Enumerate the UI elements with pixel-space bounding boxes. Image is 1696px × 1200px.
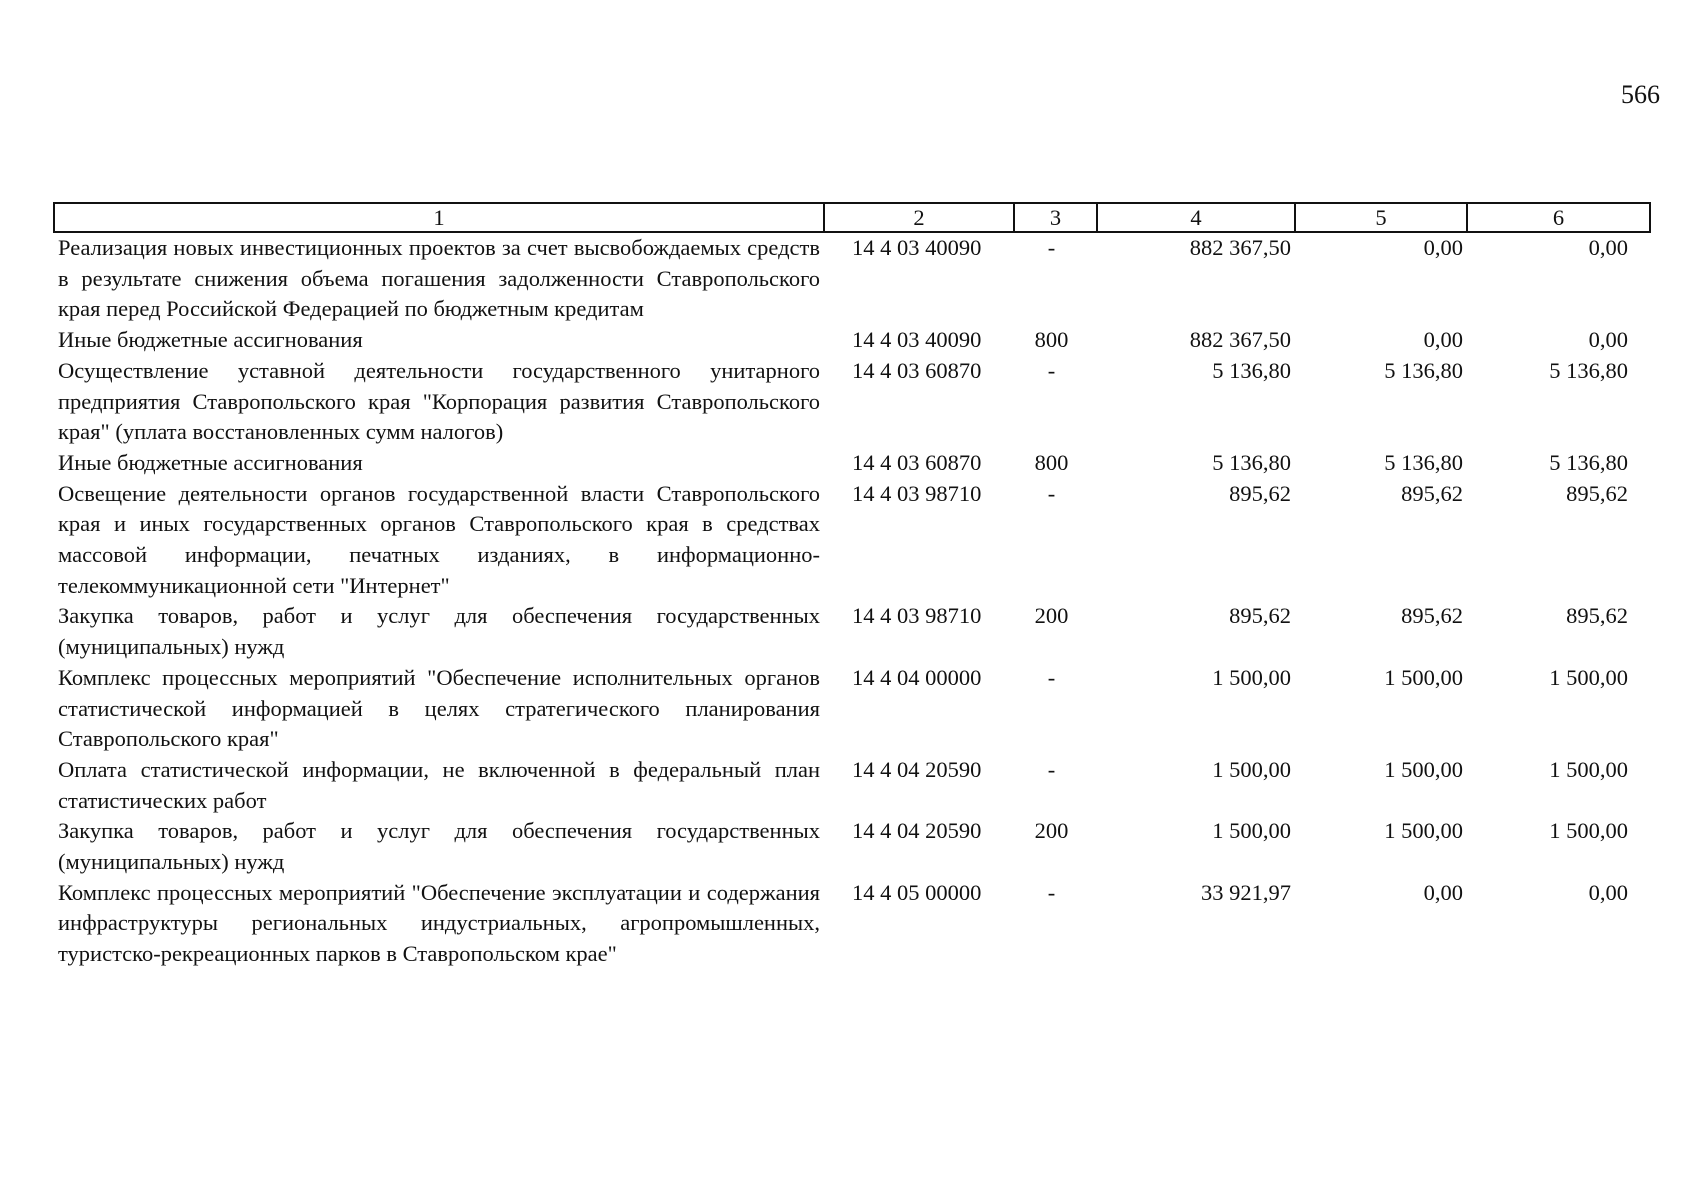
row-value-4: 882 367,50 [1189,235,1291,260]
row-name: Закупка товаров, работ и услуг для обеспечения государственных (муниципальных) нужд [58,603,820,660]
row-value-6: 5 136,80 [1549,449,1628,475]
row-code: 14 4 05 00000 [852,879,982,905]
row-value-4: 5 136,80 [1212,357,1291,383]
row-type: 800 [1034,449,1069,475]
header-row [54,203,1650,232]
column-header-2: 2 [824,203,1014,232]
row-value-4: 33 921,97 [1201,879,1291,905]
table-row [54,878,1650,970]
row-value-5: 0,00 [1423,327,1463,353]
row-value-4: 895,62 [1229,480,1291,506]
row-value-6: 0,00 [1588,327,1628,353]
row-name: Иные бюджетные ассигнования [58,327,363,353]
row-value-6: 895,62 [1566,603,1628,629]
row-value-6: 1 500,00 [1549,664,1628,690]
row-value-4: 895,62 [1229,603,1291,629]
row-type: 200 [1034,603,1069,629]
row-value-5: 895,62 [1401,603,1463,629]
row-code: 14 4 03 98710 [852,603,982,629]
row-type: - [1047,357,1056,383]
table-row [54,816,1650,877]
table-row [54,232,1650,325]
row-value-5: 0,00 [1423,235,1463,260]
row-type: 800 [1034,327,1069,353]
row-name: Закупка товаров, работ и услуг для обеспечения государственных (муниципальных) нужд [58,818,820,875]
row-value-6: 0,00 [1588,879,1628,905]
column-header-3: 3 [1014,203,1097,232]
row-type: - [1047,756,1056,782]
row-code: 14 4 03 40090 [852,235,982,260]
row-value-6: 1 500,00 [1549,756,1628,782]
row-value-4: 882 367,50 [1189,327,1291,353]
row-code: 14 4 03 60870 [852,449,982,475]
table-row [54,601,1650,662]
row-code: 14 4 04 00000 [852,664,982,690]
row-name: Оплата статистической информации, не включенной в федеральный план статистических работ [58,756,820,813]
row-value-5: 1 500,00 [1384,818,1463,844]
page-number: 566 [1621,80,1660,109]
column-header-1: 1 [54,203,824,232]
row-name: Осуществление уставной деятельности государственного унитарного предприятия Ставропольского края "Корпорация развития Ставропольского края" (уплата восстановленных сумм налогов) [58,357,820,445]
table-row [54,663,1650,755]
row-type: 200 [1034,818,1069,844]
row-code: 14 4 04 20590 [852,756,982,782]
row-name: Освещение деятельности органов государственной власти Ставропольского края и иных государственных органов Ставропольского края в средствах массовой информации, печатных изданиях, в информационно-телекоммуникационной сети "Интернет" [58,480,820,598]
column-header-6: 6 [1467,203,1650,232]
row-name: Комплекс процессных мероприятий "Обеспечение исполнительных органов статистической информацией в целях стратегического планирования Ставропольского края" [58,664,820,752]
row-code: 14 4 03 40090 [852,327,982,353]
row-value-5: 1 500,00 [1384,756,1463,782]
row-value-5: 1 500,00 [1384,664,1463,690]
table-row [54,325,1650,356]
row-type: - [1047,879,1056,905]
row-value-5: 0,00 [1423,879,1463,905]
column-header-4: 4 [1097,203,1295,232]
column-header-5: 5 [1295,203,1467,232]
row-name: Комплекс процессных мероприятий "Обеспечение эксплуатации и содержания инфраструктуры региональных индустриальных, агропромышленных, туристско-рекреационных парков в Ставропольском крае" [58,879,820,967]
row-code: 14 4 04 20590 [852,818,982,844]
row-value-6: 895,62 [1566,480,1628,506]
row-value-6: 1 500,00 [1549,818,1628,844]
row-name: Реализация новых инвестиционных проектов за счет высвобождаемых средств в результате снижения объема погашения задолженности Ставропольского края перед Российской Федерацией по бюджетным кредитам [58,235,820,322]
row-value-5: 895,62 [1401,480,1463,506]
row-value-4: 5 136,80 [1212,449,1291,475]
row-type: - [1047,235,1056,260]
row-value-5: 5 136,80 [1384,449,1463,475]
table-row [54,356,1650,448]
row-type: - [1047,664,1056,690]
budget-table [53,202,1651,970]
row-type: - [1047,480,1056,506]
table-row [54,479,1650,602]
row-name: Иные бюджетные ассигнования [58,449,363,475]
row-value-4: 1 500,00 [1212,664,1291,690]
row-value-5: 5 136,80 [1384,357,1463,383]
row-code: 14 4 03 60870 [852,357,982,383]
table-row [54,448,1650,479]
row-value-6: 5 136,80 [1549,357,1628,383]
row-value-4: 1 500,00 [1212,756,1291,782]
table-row [54,755,1650,816]
row-value-6: 0,00 [1588,235,1628,260]
row-value-4: 1 500,00 [1212,818,1291,844]
row-code: 14 4 03 98710 [852,480,982,506]
